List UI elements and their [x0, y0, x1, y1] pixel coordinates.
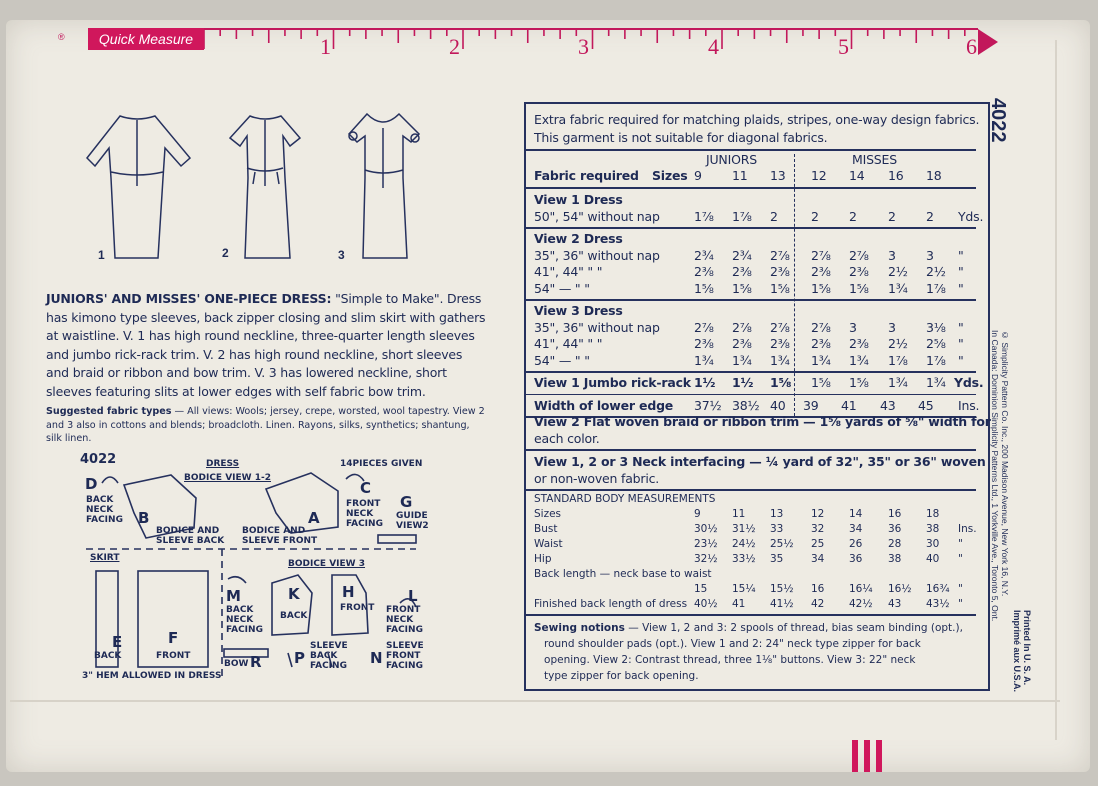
- fabric-types-label: Suggested fabric types: [46, 406, 172, 417]
- section-title: View 1 Dress: [534, 192, 623, 207]
- cell-value: 1¾: [694, 352, 714, 368]
- cell-value: 2: [926, 208, 934, 224]
- cell-value: 1⅝: [849, 280, 869, 296]
- skirt-heading: SKIRT: [90, 553, 120, 563]
- section-title: View 3 Dress: [534, 303, 623, 318]
- measure-value: 40½: [694, 598, 718, 610]
- cell-value: 2⅜: [732, 264, 752, 279]
- piece-letter: C: [360, 479, 372, 497]
- piece-letter: A: [308, 509, 320, 527]
- piece-label: GUIDE VIEW2: [396, 511, 429, 531]
- rule: [526, 489, 976, 491]
- unit: ": [958, 319, 964, 335]
- dress-back-sketches: [85, 108, 445, 273]
- view-number: 3: [338, 248, 345, 262]
- section-title: View 2 Dress: [534, 231, 623, 246]
- row-label: 54" — " ": [534, 352, 590, 368]
- measure-value: 18: [926, 508, 940, 520]
- size-column-header: 13: [770, 168, 786, 183]
- rule: [526, 371, 976, 373]
- piece-letter: R: [250, 653, 262, 671]
- cell-value: 1⅞: [694, 208, 714, 224]
- cell-value: 2⅜: [770, 264, 790, 279]
- cell-value: 39: [803, 397, 819, 413]
- cell-value: 38½: [732, 397, 760, 413]
- cell-value: 2⅜: [694, 264, 714, 279]
- unit: ": [958, 598, 963, 610]
- rule: [526, 227, 976, 229]
- measure-label: Sizes: [534, 508, 562, 520]
- measure-value: 23½: [694, 538, 718, 550]
- measure-value: 24½: [732, 538, 756, 550]
- measure-value: 16¾: [926, 583, 950, 595]
- measure-value: 42: [811, 598, 825, 610]
- size-column-header: 16: [888, 168, 904, 183]
- printed-in-usa: Printed In U. S. A. Imprimé aux U.S.A.: [1012, 610, 1032, 693]
- cell-value: 2: [770, 208, 778, 224]
- measure-value: 30: [926, 538, 940, 550]
- pattern-description: [46, 290, 486, 402]
- cell-value: 2¾: [732, 247, 752, 263]
- cell-value: 1¾: [926, 375, 946, 390]
- measure-value: 34: [849, 523, 863, 535]
- yardage-table: [524, 102, 990, 691]
- envelope-fold-side: [1055, 40, 1057, 740]
- measure-value: 14: [849, 508, 863, 520]
- cell-value: 37½: [694, 397, 722, 413]
- measure-label: Bust: [534, 523, 558, 535]
- misses-heading: MISSES: [852, 152, 897, 167]
- measure-value: 41: [732, 598, 746, 610]
- ruler-arrow: [978, 29, 998, 55]
- braid-note-cont: each color.: [534, 431, 600, 446]
- cell-value: 1⅝: [811, 280, 831, 296]
- size-column-header: 18: [926, 168, 942, 183]
- piece-letter: D: [85, 475, 98, 493]
- piece-label: SLEEVE BACK FACING: [310, 641, 348, 671]
- cell-value: 2½: [888, 264, 908, 279]
- piece-letter: K: [288, 585, 300, 603]
- row-label: 35", 36" without nap: [534, 319, 660, 335]
- cell-value: 2⅜: [849, 336, 869, 351]
- measure-value: 31½: [732, 523, 756, 535]
- pieces-given: 14PIECES GIVEN: [340, 459, 423, 469]
- size-column-header: 11: [732, 168, 748, 183]
- measure-value: 32½: [694, 553, 718, 565]
- measure-value: 36: [849, 553, 863, 565]
- cell-value: 1⅝: [694, 280, 714, 296]
- cell-value: 2⅝: [926, 336, 946, 351]
- row-label: 41", 44" " ": [534, 336, 603, 351]
- cell-value: 1⅞: [888, 352, 908, 368]
- cell-value: 3: [849, 319, 857, 335]
- cell-value: 3: [926, 247, 934, 263]
- measure-label: Waist: [534, 538, 563, 550]
- piece-letter: B: [138, 509, 150, 527]
- piece-label: BACK: [94, 651, 122, 661]
- ruler-number: 6: [966, 34, 977, 59]
- piece-letter: P: [294, 649, 305, 667]
- cell-value: 2⅜: [811, 264, 831, 279]
- cell-value: 43: [880, 397, 896, 413]
- piece-label: FRONT NECK FACING: [346, 499, 383, 529]
- measure-label: Hip: [534, 553, 552, 565]
- cell-value: 3⅛: [926, 319, 946, 335]
- measure-value: 16: [888, 508, 902, 520]
- cell-value: 40: [770, 397, 786, 413]
- pattern-pieces-diagram: [76, 452, 429, 683]
- bodice-view-12-heading: BODICE VIEW 1-2: [184, 473, 271, 483]
- cell-value: 1⅝: [770, 375, 792, 390]
- rule: [526, 449, 976, 451]
- description-title: JUNIORS' AND MISSES' ONE-PIECE DRESS:: [46, 291, 332, 306]
- measure-value: 13: [770, 508, 784, 520]
- measure-value: 9: [694, 508, 701, 520]
- cell-value: 1½: [732, 375, 754, 390]
- back-length-label: Back length — neck base to waist: [534, 568, 712, 580]
- piece-label: SLEEVE FRONT FACING: [386, 641, 424, 671]
- measure-value: 43½: [926, 598, 950, 610]
- unit: ": [958, 336, 964, 351]
- unit: Yds.: [954, 375, 984, 390]
- cell-value: 1⅞: [926, 352, 946, 368]
- cell-value: 2: [849, 208, 857, 224]
- measure-value: 16¼: [849, 583, 873, 595]
- size-column-header: 9: [694, 168, 702, 183]
- measure-value: 43: [888, 598, 902, 610]
- cell-value: 1¾: [888, 280, 908, 296]
- piece-label: BODICE AND SLEEVE BACK: [156, 526, 225, 546]
- cell-value: 1⅞: [732, 208, 752, 224]
- piece-label: BACK NECK FACING: [226, 605, 263, 635]
- finished-length-label: Finished back length of dress: [534, 598, 688, 610]
- measure-value: 35: [770, 553, 784, 565]
- body-measurements-title: STANDARD BODY MEASUREMENTS: [534, 493, 716, 505]
- cell-value: 1⅝: [811, 375, 831, 390]
- cell-value: 1¾: [770, 352, 790, 368]
- color-mark: [852, 740, 888, 777]
- cell-value: 1¾: [849, 352, 869, 368]
- suggested-fabrics: [46, 405, 486, 446]
- view-number: 2: [222, 246, 229, 260]
- cell-value: 41: [841, 397, 857, 413]
- piece-letter: L: [408, 587, 418, 605]
- fabric-required-label: Fabric required: [534, 168, 639, 183]
- size-column-header: 12: [811, 168, 827, 183]
- cell-value: 2⅜: [694, 336, 714, 351]
- dress-heading: DRESS: [206, 459, 240, 469]
- cell-value: 3: [888, 319, 896, 335]
- piece-letter: N: [370, 649, 383, 667]
- measure-value: 25: [811, 538, 825, 550]
- cell-value: 1½: [694, 375, 716, 390]
- measure-value: 30½: [694, 523, 718, 535]
- lower-edge-label: Width of lower edge: [534, 397, 674, 413]
- braid-note: View 2 Flat woven braid or ribbon trim — 1⅝ yards of ⅝" width for: [534, 414, 991, 429]
- ruler-number: 5: [838, 34, 849, 59]
- bodice-view-3-heading: BODICE VIEW 3: [288, 559, 366, 569]
- row-label: 54" — " ": [534, 280, 590, 296]
- cell-value: 1¾: [811, 352, 831, 368]
- sewing-notions: Sewing notions — View 1, 2 and 3: 2 spools of thread, bias seam binding (opt.), round shoulder pads (opt.). View 1 and 2: 24" neck type zipper for back opening. View 2: Contrast thread, three 1⅛" buttons. View 3: 22" neck type zipper for back opening.: [534, 622, 963, 682]
- cell-value: 2: [811, 208, 819, 224]
- piece-label: BACK: [280, 611, 308, 621]
- cell-value: 2⅜: [732, 336, 752, 351]
- juniors-heading: JUNIORS: [706, 152, 757, 167]
- cell-value: 1¾: [888, 375, 908, 390]
- sizes-label: Sizes: [652, 168, 688, 183]
- cell-value: 1⅝: [849, 375, 869, 390]
- cell-value: 1⅞: [926, 280, 946, 296]
- piece-label: BODICE AND SLEEVE FRONT: [242, 526, 318, 546]
- cell-value: 2⅞: [732, 319, 752, 335]
- ruler-number: 4: [708, 34, 719, 59]
- piece-letter: F: [168, 629, 179, 647]
- size-column-header: 14: [849, 168, 865, 183]
- unit: Yds.: [958, 208, 984, 224]
- cell-value: 2⅜: [811, 336, 831, 351]
- pieces-pattern-number: 4022: [80, 452, 117, 467]
- envelope-fold: [10, 700, 1060, 702]
- ruler-number: 3: [578, 34, 589, 59]
- piece-letter: G: [400, 493, 413, 511]
- pattern-number: 4022: [987, 98, 1009, 143]
- copyright: © Simplicity Pattern Co. Inc., 200 Madison Avenue, New York 16, N.Y. In Canada: Dominion Simplicity Patterns Ltd., 1 Yorkville Ave., Toronto 5, Ont.: [990, 330, 1010, 622]
- row-label: 41", 44" " ": [534, 264, 603, 279]
- unit: ": [958, 553, 963, 565]
- measure-value: 41½: [770, 598, 794, 610]
- measure-value: 25½: [770, 538, 794, 550]
- cell-value: 1⅝: [770, 280, 790, 296]
- piece-label: FRONT: [340, 603, 375, 613]
- unit: ": [958, 247, 964, 263]
- row-label: 35", 36" without nap: [534, 247, 660, 263]
- piece-label: FRONT: [156, 651, 191, 661]
- interfacing-note: View 1, 2 or 3 Neck interfacing — ¼ yard of 32", 35" or 36" woven: [534, 454, 986, 469]
- unit: ": [958, 352, 964, 368]
- piece-label: FRONT NECK FACING: [386, 605, 423, 635]
- rule: [526, 149, 976, 151]
- cell-value: 2⅞: [770, 247, 790, 263]
- measure-value: 32: [811, 523, 825, 535]
- measure-value: 34: [811, 553, 825, 565]
- rule: [526, 299, 976, 301]
- ruler-number: 2: [449, 34, 460, 59]
- quick-measure-label: Quick Measure: [88, 28, 204, 50]
- measure-value: 42½: [849, 598, 873, 610]
- column-divider: [794, 154, 796, 416]
- interfacing-note-cont: or non-woven fabric.: [534, 471, 660, 486]
- unit: ": [958, 538, 963, 550]
- cell-value: 2⅞: [849, 247, 869, 263]
- measure-value: 33: [770, 523, 784, 535]
- table-intro: Extra fabric required for matching plaids, stripes, one-way design fabrics.: [534, 112, 980, 127]
- cell-value: 2¾: [694, 247, 714, 263]
- piece-letter: E: [112, 633, 123, 651]
- view-number: 1: [98, 248, 105, 262]
- cell-value: 2⅜: [849, 264, 869, 279]
- view-sketches: [85, 108, 445, 273]
- measure-value: 28: [888, 538, 902, 550]
- registered-mark: ®: [58, 32, 65, 42]
- measure-value: 40: [926, 553, 940, 565]
- cell-value: 2⅜: [770, 336, 790, 351]
- cell-value: 2⅞: [694, 319, 714, 335]
- cell-value: 2: [888, 208, 896, 224]
- measure-value: 15¼: [732, 583, 756, 595]
- hem-note: 3" HEM ALLOWED IN DRESS: [82, 671, 222, 681]
- measure-value: 36: [888, 523, 902, 535]
- fabric-types-text: — All views: Wools; jersey, crepe, worsted, wool tapestry. View 2 and 3 also in cottons and blends; broadcloth. Linen. Rayons, silks, synthetics; shantung, silk linen.: [46, 406, 485, 444]
- rule: [526, 394, 976, 396]
- measure-value: 12: [811, 508, 825, 520]
- rickrack-label: View 1 Jumbo rick-rack: [534, 375, 691, 390]
- piece-label: BOW: [224, 659, 249, 669]
- cell-value: 2½: [926, 264, 946, 279]
- cell-value: 2½: [888, 336, 908, 351]
- cell-value: 2⅞: [811, 247, 831, 263]
- cell-value: 45: [918, 397, 934, 413]
- measure-value: 15: [694, 583, 708, 595]
- table-intro: This garment is not suitable for diagonal fabrics.: [534, 130, 828, 145]
- quick-measure-ruler: [0, 0, 1098, 62]
- cell-value: 1⅝: [732, 280, 752, 296]
- cell-value: 3: [888, 247, 896, 263]
- ruler-number: 1: [320, 34, 331, 59]
- rule: [526, 187, 976, 189]
- piece-label: BACK NECK FACING: [86, 495, 123, 525]
- rule: [526, 614, 976, 616]
- measure-value: 26: [849, 538, 863, 550]
- unit: ": [958, 280, 964, 296]
- measure-value: 16: [811, 583, 825, 595]
- cell-value: 2⅞: [770, 319, 790, 335]
- row-label: 50", 54" without nap: [534, 208, 660, 224]
- measure-value: 16½: [888, 583, 912, 595]
- cell-value: 2⅞: [811, 319, 831, 335]
- unit: ": [958, 264, 964, 279]
- unit: ": [958, 583, 963, 595]
- measure-value: 11: [732, 508, 746, 520]
- measure-value: 38: [888, 553, 902, 565]
- piece-letter: H: [342, 583, 355, 601]
- piece-letter: M: [226, 587, 241, 605]
- measure-value: 38: [926, 523, 940, 535]
- measure-value: 33½: [732, 553, 756, 565]
- description-text: "Simple to Make". Dress has kimono type sleeves, back zipper closing and slim skirt with gathers at waistline. V. 1 has high round neckline, three-quarter length sleeves and jumbo rick-rack trim. V. 2 has high round neckline, short sleeves and braid or ribbon and bow trim. V. 3 has lowered neckline, short sleeves featuring slits at lower edges with self fabric bow trim.: [46, 291, 486, 399]
- cell-value: 1¾: [732, 352, 752, 368]
- measure-value: 15½: [770, 583, 794, 595]
- unit: Ins.: [958, 397, 980, 413]
- unit: Ins.: [958, 523, 977, 535]
